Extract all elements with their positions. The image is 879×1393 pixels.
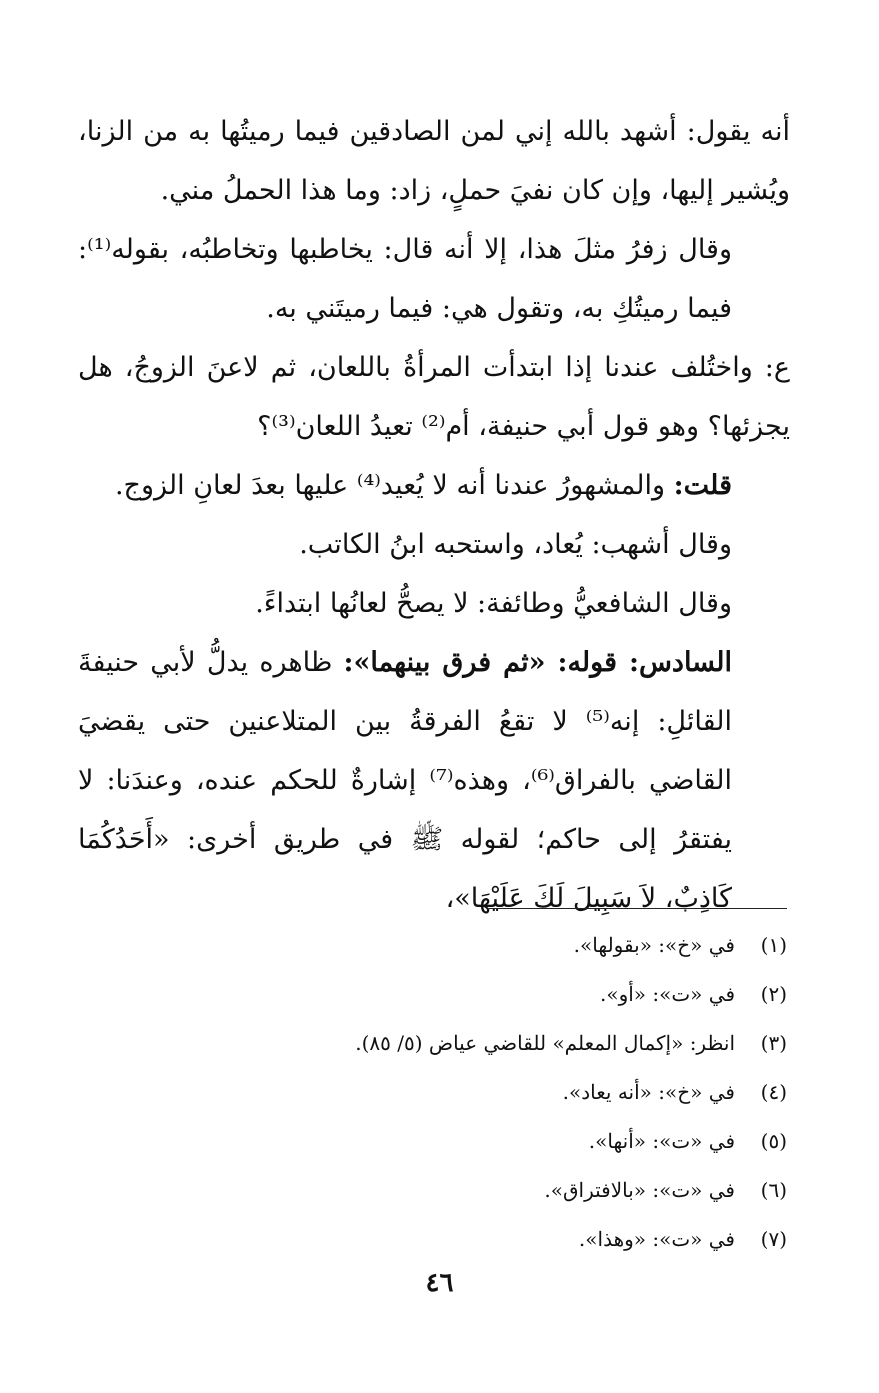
paragraph-1: أنه يقول: أشهد بالله إني لمن الصادقين فيما رميتُها به من الزنا، ويُشير إليها، وإن كان نفيَ حملٍ، زاد: وما هذا الحملُ مني. — [78, 116, 790, 206]
paragraph-4-lead: قلت: — [673, 470, 732, 501]
paragraph-5: وقال أشهب: يُعاد، واستحبه ابنُ الكاتب. — [299, 529, 732, 560]
footnote-text: في «ت»: «أنها». — [588, 1129, 735, 1153]
footnote-number: (٣) — [760, 1031, 787, 1055]
footnote-text: في «خ»: «بقولها». — [573, 933, 735, 957]
footnote — [167, 970, 787, 1019]
footnote — [167, 921, 787, 970]
paragraph-7 — [78, 633, 790, 928]
footnote — [167, 1068, 787, 1117]
footnote — [167, 1019, 787, 1068]
footnote-number: (١) — [760, 933, 787, 957]
page-number: ٤٦ — [425, 1268, 454, 1298]
footnote-number: (٦) — [760, 1178, 787, 1202]
footnote-text: انظر: «إكمال المعلم» للقاضي عياض (٥/ ٨٥). — [355, 1031, 735, 1055]
footnote-number: (٢) — [760, 982, 787, 1006]
footnote-number: (٤) — [760, 1080, 787, 1104]
footnote — [167, 1117, 787, 1166]
footnote-number: (٥) — [760, 1129, 787, 1153]
footnote — [167, 1166, 787, 1215]
paragraph-7-text: ظاهره يدلُّ لأبي حنيفةَ القائلِ: إنه⁽⁵⁾ لا تقعُ الفرقةُ بين المتلاعنين حتى يقضيَ القاضي بالفراق⁽⁶⁾، وهذه⁽⁷⁾ إشارةٌ للحكم عنده، وعندَنا: لا يفتقرُ إلى حاكم؛ لقوله ﷺ في طريق أخرى: «أَحَدُكُمَا كَاذِبٌ، لاَ سَبِيلَ لَكَ عَلَيْهَا»، — [78, 647, 732, 914]
main-text — [78, 102, 790, 928]
footnote-text: في «خ»: «أنه يعاد». — [562, 1080, 735, 1104]
paragraph-6: وقال الشافعيُّ وطائفة: لا يصحُّ لعانُها ابتداءً. — [255, 588, 732, 619]
footnotes — [167, 921, 787, 1264]
paragraph-4 — [78, 456, 790, 515]
footnote-text: في «ت»: «وهذا». — [578, 1227, 735, 1251]
footnote-text: في «ت»: «أو». — [599, 982, 735, 1006]
footnote-separator — [489, 908, 787, 909]
footnote-text: في «ت»: «بالافتراق». — [544, 1178, 735, 1202]
footnote — [167, 1215, 787, 1264]
paragraph-4-text: والمشهورُ عندنا أنه لا يُعيد⁽⁴⁾ عليها بعدَ لعانِ الزوج. — [114, 470, 674, 501]
paragraph-3: ع: واختُلف عندنا إذا ابتدأت المرأةُ باللعان، ثم لاعنَ الزوجُ، هل يجزئها؟ وهو قول أبي حنيفة، أم⁽²⁾ تعيدُ اللعان⁽³⁾؟ — [78, 352, 790, 442]
paragraph-2: وقال زفرُ مثلَ هذا، إلا أنه قال: يخاطبها وتخاطبُه، بقوله⁽¹⁾: فيما رميتُكِ به، وتقول هي: فيما رميتَني به. — [78, 234, 732, 324]
paragraph-7-lead: السادس: قوله: «ثم فرق بينهما»: — [343, 647, 732, 678]
footnote-number: (٧) — [760, 1227, 787, 1251]
